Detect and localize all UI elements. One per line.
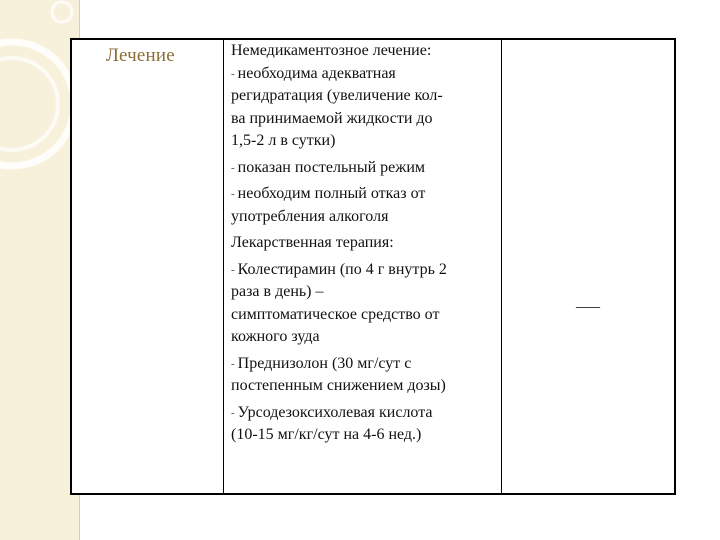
item-text: необходима адекватная <box>237 64 396 82</box>
item-text: постепенным снижением дозы) <box>231 377 446 394</box>
item-text: необходим полный отказ от <box>237 185 426 202</box>
non-drug-heading: Немедикаментозное лечение: <box>231 42 432 59</box>
bullet-dash: - <box>231 357 235 370</box>
bullet-dash: - <box>231 263 235 276</box>
column-divider <box>501 40 502 493</box>
drug-item <box>231 402 496 447</box>
non-drug-item <box>231 157 496 180</box>
item-text: регидратация (увеличение кол- <box>231 87 443 104</box>
column-divider <box>223 40 224 493</box>
non-drug-item <box>231 183 496 228</box>
drug-item <box>231 259 496 349</box>
item-text: Преднизолон (30 мг/сут с <box>237 354 412 372</box>
item-text: (10-15 мг/кг/сут на 4-6 нед.) <box>231 426 422 443</box>
item-text: раза в день) – <box>231 283 324 300</box>
item-text: ва принимаемой жидкости до <box>231 109 433 127</box>
item-text: кожного зуда <box>231 328 320 345</box>
right-cell-value: ___ <box>576 293 600 310</box>
row-label: Лечение <box>106 45 175 66</box>
bullet-dash: - <box>231 67 235 80</box>
treatment-content <box>231 40 496 447</box>
non-drug-item <box>231 63 496 153</box>
item-text: употребления алкоголя <box>231 207 389 225</box>
drug-heading: Лекарственная терапия: <box>231 234 394 251</box>
bullet-dash: - <box>231 406 235 419</box>
item-text: 1,5-2 л в сутки) <box>231 132 336 149</box>
bullet-dash: - <box>231 161 235 174</box>
drug-item <box>231 353 496 398</box>
item-text: Колестирамин (по 4 г внутрь 2 <box>237 260 447 278</box>
item-text: показан постельный режим <box>237 158 426 176</box>
item-text: Урсодезоксихолевая кислота <box>237 403 433 421</box>
item-text: симптоматическое средство от <box>231 305 440 323</box>
bullet-dash: - <box>231 188 235 200</box>
treatment-table <box>70 38 676 495</box>
